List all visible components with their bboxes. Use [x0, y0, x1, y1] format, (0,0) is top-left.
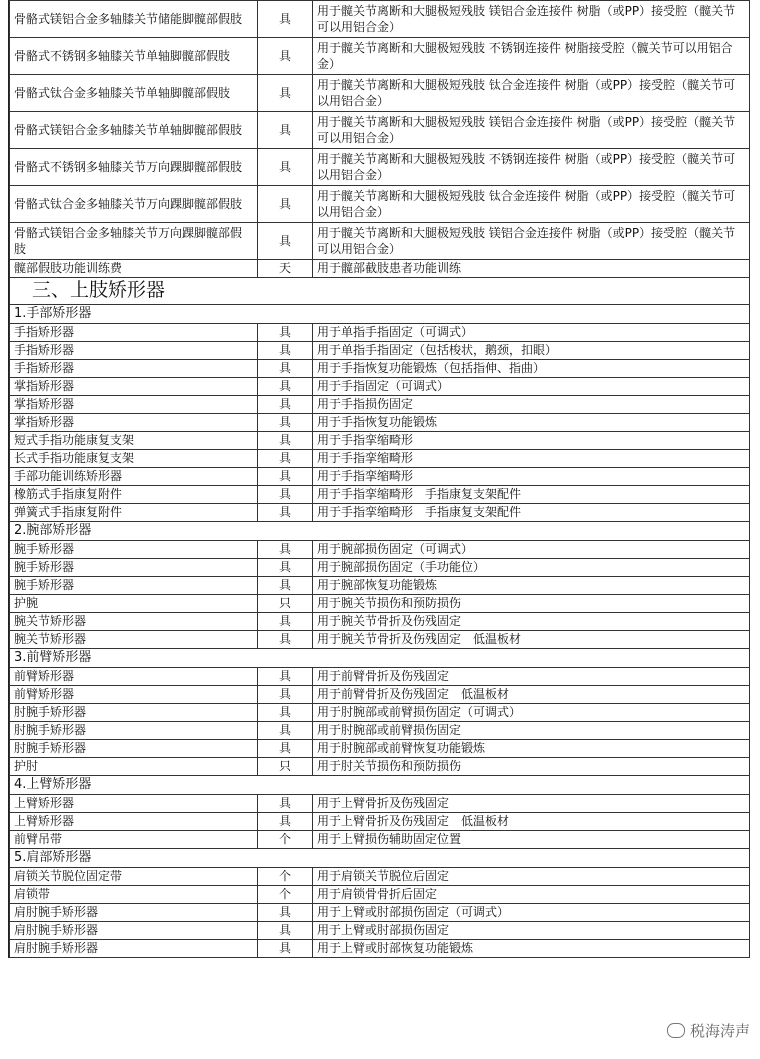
table-row — [10, 613, 750, 631]
table-row — [10, 740, 750, 758]
item-name-cell: 肘腕手矫形器 — [10, 740, 258, 758]
chat-bubble-icon — [667, 1023, 685, 1038]
unit-cell: 具 — [258, 223, 313, 260]
description-cell: 用于腕部损伤固定（可调式） — [313, 541, 750, 559]
description-cell: 用于手指挛缩畸形 — [313, 468, 750, 486]
group-title: 1.手部矫形器 — [10, 305, 750, 324]
description-cell: 用于手指挛缩畸形 手指康复支架配件 — [313, 486, 750, 504]
description-cell: 用于腕部损伤固定（手功能位） — [313, 559, 750, 577]
table-row — [10, 38, 750, 75]
description-cell: 用于髋关节离断和大腿极短残肢 镁铝合金连接件 树脂（或PP）接受腔（髋关节可以用铝合金） — [313, 1, 750, 38]
item-name-cell: 手指矫形器 — [10, 324, 258, 342]
unit-cell: 只 — [258, 758, 313, 776]
description-cell: 用于前臂骨折及伤残固定 低温板材 — [313, 686, 750, 704]
group-heading-row — [10, 522, 750, 541]
item-name-cell: 骨骼式钛合金多轴膝关节单轴脚髋部假肢 — [10, 75, 258, 112]
description-cell: 用于前臂骨折及伤残固定 — [313, 668, 750, 686]
section-title: 三、上肢矫形器 — [10, 278, 750, 305]
unit-cell: 具 — [258, 813, 313, 831]
document-page — [8, 0, 750, 958]
unit-cell: 个 — [258, 886, 313, 904]
unit-cell: 具 — [258, 795, 313, 813]
description-cell: 用于手指挛缩畸形 — [313, 432, 750, 450]
item-name-cell: 肩肘腕手矫形器 — [10, 904, 258, 922]
item-name-cell: 骨骼式钛合金多轴膝关节万向踝脚髋部假肢 — [10, 186, 258, 223]
group-heading-row — [10, 849, 750, 868]
watermark-text: 税海涛声 — [689, 1022, 750, 1040]
item-name-cell: 橡筋式手指康复附件 — [10, 486, 258, 504]
table-row — [10, 414, 750, 432]
unit-cell: 具 — [258, 149, 313, 186]
item-name-cell: 骨骼式镁铝合金多轴膝关节万向踝脚髋部假肢 — [10, 223, 258, 260]
unit-cell: 具 — [258, 940, 313, 958]
description-cell: 用于手指恢复功能锻炼 — [313, 414, 750, 432]
table-row — [10, 186, 750, 223]
description-cell: 用于上臂或肘部损伤固定 — [313, 922, 750, 940]
description-cell: 用于手指固定（可调式） — [313, 378, 750, 396]
table-row — [10, 432, 750, 450]
item-name-cell: 骨骼式不锈钢多轴膝关节万向踝脚髋部假肢 — [10, 149, 258, 186]
table-row — [10, 813, 750, 831]
table-row — [10, 559, 750, 577]
description-cell: 用于上臂损伤辅助固定位置 — [313, 831, 750, 849]
unit-cell: 具 — [258, 378, 313, 396]
table-row — [10, 904, 750, 922]
description-cell: 用于手指挛缩畸形 — [313, 450, 750, 468]
item-name-cell: 前臂矫形器 — [10, 668, 258, 686]
watermark — [667, 1020, 750, 1041]
unit-cell: 具 — [258, 486, 313, 504]
description-cell: 用于髋关节离断和大腿极短残肢 镁铝合金连接件 树脂（或PP）接受腔（髋关节可以用铝合金） — [313, 112, 750, 149]
description-cell: 用于髋关节离断和大腿极短残肢 钛合金连接件 树脂（或PP）接受腔（髋关节可以用铝合金） — [313, 75, 750, 112]
price-table — [9, 0, 750, 958]
unit-cell: 具 — [258, 904, 313, 922]
table-row — [10, 1, 750, 38]
table-row — [10, 704, 750, 722]
table-row — [10, 112, 750, 149]
item-name-cell: 短式手指功能康复支架 — [10, 432, 258, 450]
item-name-cell: 前臂吊带 — [10, 831, 258, 849]
unit-cell: 具 — [258, 559, 313, 577]
table-row — [10, 360, 750, 378]
item-name-cell: 手部功能训练矫形器 — [10, 468, 258, 486]
unit-cell: 具 — [258, 360, 313, 378]
item-name-cell: 掌指矫形器 — [10, 396, 258, 414]
item-name-cell: 肩肘腕手矫形器 — [10, 940, 258, 958]
unit-cell: 具 — [258, 324, 313, 342]
group-title: 2.腕部矫形器 — [10, 522, 750, 541]
item-name-cell: 护肘 — [10, 758, 258, 776]
table-row — [10, 149, 750, 186]
item-name-cell: 肩锁关节脱位固定带 — [10, 868, 258, 886]
item-name-cell: 掌指矫形器 — [10, 378, 258, 396]
table-row — [10, 940, 750, 958]
item-name-cell: 前臂矫形器 — [10, 686, 258, 704]
unit-cell: 具 — [258, 541, 313, 559]
description-cell: 用于肩锁关节脱位后固定 — [313, 868, 750, 886]
table-row — [10, 922, 750, 940]
description-cell: 用于肩锁骨骨折后固定 — [313, 886, 750, 904]
table-row — [10, 396, 750, 414]
item-name-cell: 肩锁带 — [10, 886, 258, 904]
description-cell: 用于髋关节离断和大腿极短残肢 镁铝合金连接件 树脂（或PP）接受腔（髋关节可以用铝合金） — [313, 223, 750, 260]
unit-cell: 具 — [258, 922, 313, 940]
group-title: 4.上臂矫形器 — [10, 776, 750, 795]
description-cell: 用于上臂或肘部损伤固定（可调式） — [313, 904, 750, 922]
unit-cell: 个 — [258, 868, 313, 886]
table-row — [10, 260, 750, 278]
table-row — [10, 577, 750, 595]
description-cell: 用于髋关节离断和大腿极短残肢 不锈钢连接件 树脂（或PP）接受腔（髋关节可以用铝合金） — [313, 149, 750, 186]
description-cell: 用于肘腕部或前臂恢复功能锻炼 — [313, 740, 750, 758]
item-name-cell: 腕手矫形器 — [10, 577, 258, 595]
item-name-cell: 护腕 — [10, 595, 258, 613]
unit-cell: 具 — [258, 186, 313, 223]
item-name-cell: 手指矫形器 — [10, 342, 258, 360]
table-row — [10, 75, 750, 112]
description-cell: 用于上臂骨折及伤残固定 — [313, 795, 750, 813]
table-row — [10, 541, 750, 559]
group-heading-row — [10, 776, 750, 795]
description-cell: 用于单指手指固定（包括梭状，鹅颈，扣眼） — [313, 342, 750, 360]
table-row — [10, 758, 750, 776]
item-name-cell: 腕手矫形器 — [10, 541, 258, 559]
unit-cell: 具 — [258, 396, 313, 414]
unit-cell: 具 — [258, 468, 313, 486]
table-row — [10, 378, 750, 396]
description-cell: 用于腕部恢复功能锻炼 — [313, 577, 750, 595]
item-name-cell: 上臂矫形器 — [10, 813, 258, 831]
table-row — [10, 324, 750, 342]
item-name-cell: 掌指矫形器 — [10, 414, 258, 432]
description-cell: 用于髋关节离断和大腿极短残肢 不锈钢连接件 树脂接受腔（髋关节可以用铝合金） — [313, 38, 750, 75]
item-name-cell: 腕手矫形器 — [10, 559, 258, 577]
item-name-cell: 手指矫形器 — [10, 360, 258, 378]
unit-cell: 具 — [258, 704, 313, 722]
description-cell: 用于肘腕部或前臂损伤固定（可调式） — [313, 704, 750, 722]
description-cell: 用于上臂骨折及伤残固定 低温板材 — [313, 813, 750, 831]
item-name-cell: 骨骼式不锈钢多轴膝关节单轴脚髋部假肢 — [10, 38, 258, 75]
unit-cell: 具 — [258, 740, 313, 758]
item-name-cell: 肩肘腕手矫形器 — [10, 922, 258, 940]
unit-cell: 具 — [258, 432, 313, 450]
description-cell: 用于单指手指固定（可调式） — [313, 324, 750, 342]
unit-cell: 具 — [258, 414, 313, 432]
table-row — [10, 450, 750, 468]
unit-cell: 具 — [258, 38, 313, 75]
table-row — [10, 686, 750, 704]
table-row — [10, 868, 750, 886]
unit-cell: 个 — [258, 831, 313, 849]
unit-cell: 天 — [258, 260, 313, 278]
table-row — [10, 342, 750, 360]
item-name-cell: 肘腕手矫形器 — [10, 704, 258, 722]
description-cell: 用于肘关节损伤和预防损伤 — [313, 758, 750, 776]
group-title: 5.肩部矫形器 — [10, 849, 750, 868]
unit-cell: 具 — [258, 631, 313, 649]
table-row — [10, 831, 750, 849]
description-cell: 用于髋关节离断和大腿极短残肢 钛合金连接件 树脂（或PP）接受腔（髋关节可以用铝合金） — [313, 186, 750, 223]
item-name-cell: 骨骼式镁铝合金多轴膝关节单轴脚髋部假肢 — [10, 112, 258, 149]
unit-cell: 具 — [258, 75, 313, 112]
unit-cell: 具 — [258, 668, 313, 686]
table-row — [10, 631, 750, 649]
item-name-cell: 肘腕手矫形器 — [10, 722, 258, 740]
unit-cell: 具 — [258, 1, 313, 38]
description-cell: 用于腕关节骨折及伤残固定 — [313, 613, 750, 631]
unit-cell: 具 — [258, 577, 313, 595]
item-name-cell: 骨骼式镁铝合金多轴膝关节储能脚髋部假肢 — [10, 1, 258, 38]
item-name-cell: 上臂矫形器 — [10, 795, 258, 813]
description-cell: 用于上臂或肘部恢复功能锻炼 — [313, 940, 750, 958]
table-row — [10, 668, 750, 686]
description-cell: 用于手指损伤固定 — [313, 396, 750, 414]
description-cell: 用于腕关节骨折及伤残固定 低温板材 — [313, 631, 750, 649]
unit-cell: 具 — [258, 112, 313, 149]
item-name-cell: 腕关节矫形器 — [10, 631, 258, 649]
section-heading-row — [10, 278, 750, 305]
item-name-cell: 腕关节矫形器 — [10, 613, 258, 631]
description-cell: 用于手指恢复功能锻炼（包括指伸、指曲） — [313, 360, 750, 378]
table-row — [10, 795, 750, 813]
table-row — [10, 595, 750, 613]
description-cell: 用于髋部截肢患者功能训练 — [313, 260, 750, 278]
unit-cell: 具 — [258, 504, 313, 522]
item-name-cell: 长式手指功能康复支架 — [10, 450, 258, 468]
table-row — [10, 504, 750, 522]
table-row — [10, 223, 750, 260]
unit-cell: 具 — [258, 450, 313, 468]
description-cell: 用于肘腕部或前臂损伤固定 — [313, 722, 750, 740]
unit-cell: 具 — [258, 342, 313, 360]
item-name-cell: 髋部假肢功能训练费 — [10, 260, 258, 278]
table-row — [10, 468, 750, 486]
table-row — [10, 886, 750, 904]
unit-cell: 具 — [258, 613, 313, 631]
unit-cell: 具 — [258, 722, 313, 740]
table-row — [10, 486, 750, 504]
unit-cell: 只 — [258, 595, 313, 613]
item-name-cell: 弹簧式手指康复附件 — [10, 504, 258, 522]
group-heading-row — [10, 305, 750, 324]
description-cell: 用于手指挛缩畸形 手指康复支架配件 — [313, 504, 750, 522]
unit-cell: 具 — [258, 686, 313, 704]
table-row — [10, 722, 750, 740]
group-heading-row — [10, 649, 750, 668]
description-cell: 用于腕关节损伤和预防损伤 — [313, 595, 750, 613]
group-title: 3.前臂矫形器 — [10, 649, 750, 668]
